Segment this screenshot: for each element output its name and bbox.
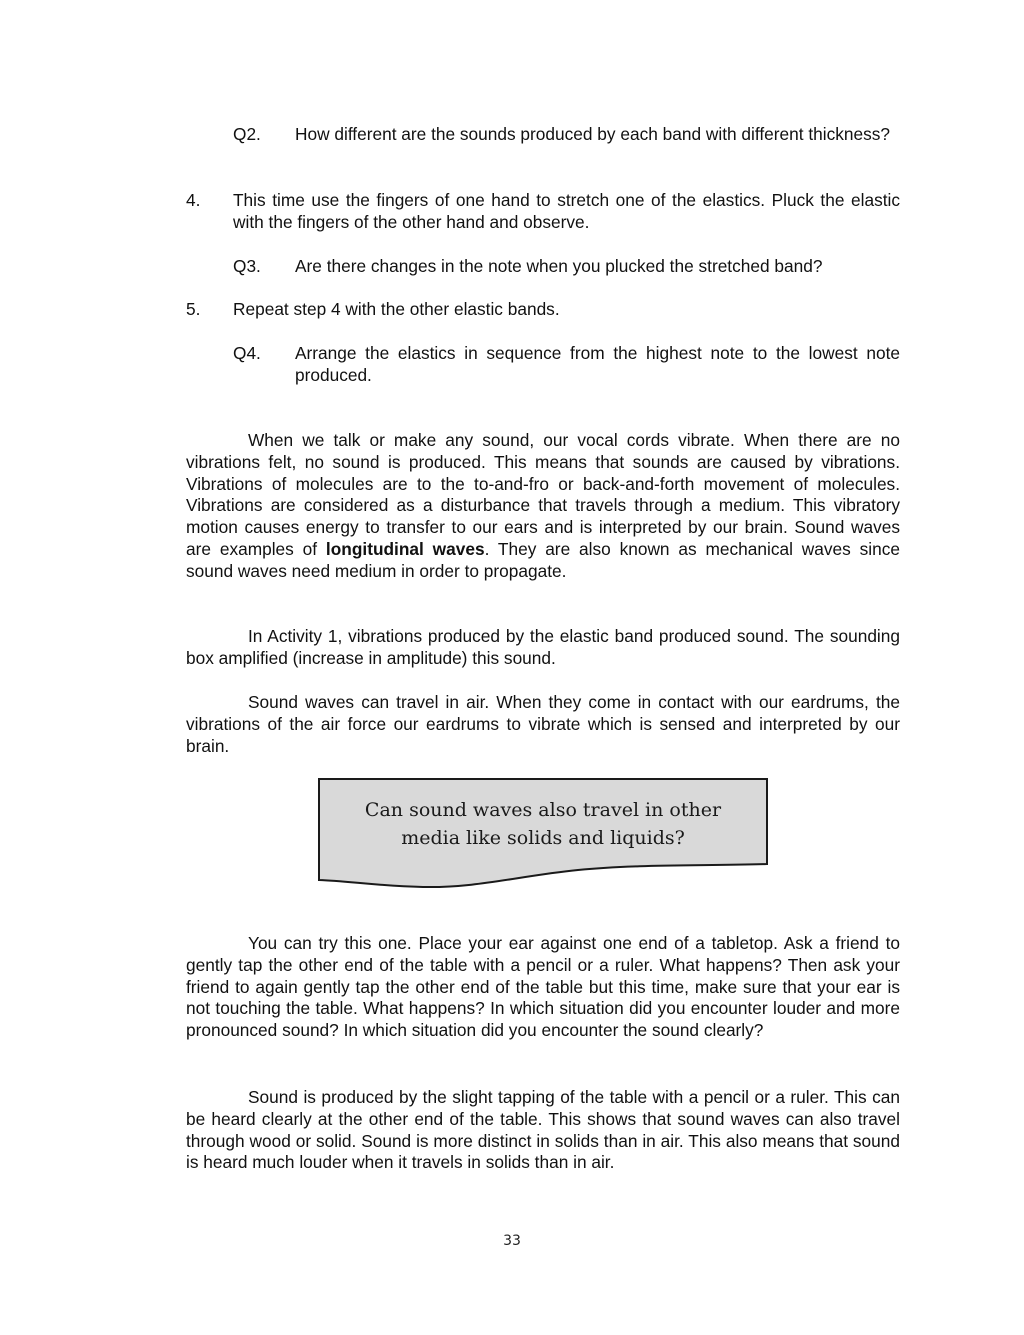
callout-text xyxy=(328,796,758,852)
callout-line-2: media like solids and liquids? xyxy=(401,827,685,849)
paragraph-vibrations xyxy=(186,430,900,583)
key-term: longitudinal waves xyxy=(325,538,485,559)
callout-line-1: Can sound waves also travel in other xyxy=(364,799,722,821)
paragraph-text: . They are also known as mechanical waves since sound waves need medium in order to propagate. xyxy=(186,538,900,581)
paragraph-air: Sound waves can travel in air. When they come in contact with our eardrums, the vibrations of the air force our eardrums to vibrate which is sensed and interpreted by our brain. xyxy=(186,692,900,756)
question-q3 xyxy=(233,256,900,278)
step-5 xyxy=(186,299,900,321)
question-label: Q3. xyxy=(233,256,261,276)
step-4 xyxy=(186,190,900,234)
step-label: 5. xyxy=(186,299,201,319)
question-q4 xyxy=(233,343,900,387)
paragraph-tabletop: You can try this one. Place your ear against one end of a tabletop. Ask a friend to gently tap the other end of the table with a pencil or a ruler. What happens? Then ask your friend to again gently tap the other end of the table but this time, make sure that your ear is not touching the table. What happens? In which situation did you encounter louder and more pronounced sound? In which situation did you encounter the sound clearly? xyxy=(186,933,900,1041)
question-q2 xyxy=(233,124,900,146)
question-label: Q4. xyxy=(233,343,261,363)
question-text: Arrange the elastics in sequence from the highest note to the lowest note produced. xyxy=(295,343,900,385)
question-text: Are there changes in the note when you plucked the stretched band? xyxy=(295,256,823,276)
paragraph-activity: In Activity 1, vibrations produced by the elastic band produced sound. The sounding box amplified (increase in amplitude) this sound. xyxy=(186,626,900,668)
question-label: Q2. xyxy=(233,124,261,144)
question-callout-box xyxy=(318,778,768,890)
step-label: 4. xyxy=(186,190,201,210)
page-number: 33 xyxy=(503,1233,521,1249)
paragraph-text: When we talk or make any sound, our vocal cords vibrate. When there are no vibrations felt, no sound is produced. This means that sounds are caused by vibrations. Vibrations of molecules are to the to-and-fro or back-and-forth movement of molecules. Vibrations are considered as a disturbance that travels through a medium. This vibratory motion causes energy to transfer to our ears and is interpreted by our brain. Sound waves are examples of xyxy=(186,430,900,559)
step-text: Repeat step 4 with the other elastic bands. xyxy=(233,299,560,319)
question-text: How different are the sounds produced by each band with different thickness? xyxy=(295,124,890,144)
paragraph-solids: Sound is produced by the slight tapping of the table with a pencil or a ruler. This can be heard clearly at the other end of the table. This shows that sound waves can also travel through wood or solid. Sound is more distinct in solids than in air. This also means that sound is heard much louder when it travels in solids than in air. xyxy=(186,1087,900,1173)
step-text: This time use the fingers of one hand to stretch one of the elastics. Pluck the elastic with the fingers of the other hand and observe. xyxy=(233,190,900,232)
